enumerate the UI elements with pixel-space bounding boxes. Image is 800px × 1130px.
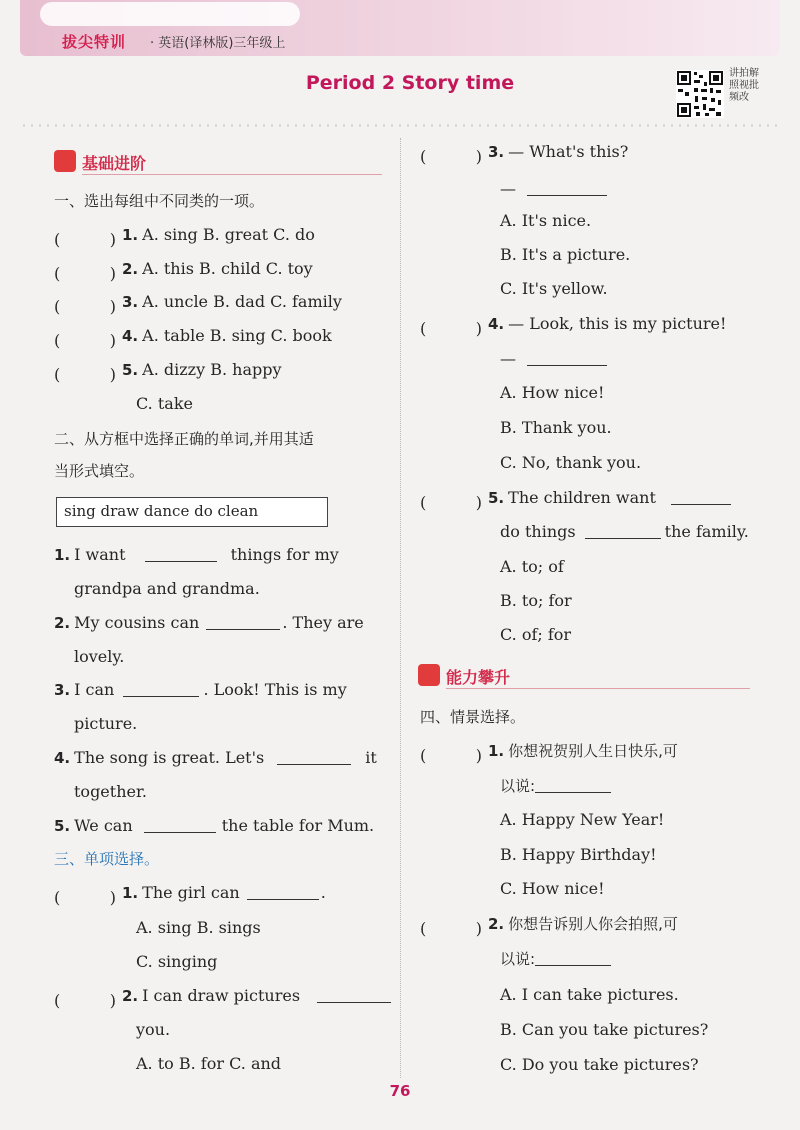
answer-blank[interactable] [277,749,351,765]
question-option: A. I can take pictures. [500,985,679,1004]
question-text: — Look, this is my picture! [508,314,727,333]
fill-blank-row [54,747,377,769]
question-text: . [320,883,326,902]
answer-blank[interactable] [527,180,607,196]
question-text: I want [74,545,126,564]
question-option: C. Do you take pictures? [500,1055,699,1074]
question-option: A. Happy New Year! [500,810,665,829]
question-text: 以说: [500,777,536,795]
brand-name: 拔尖特训 [62,33,127,51]
question-options: A. sing B. sings [136,918,261,937]
dialogue-response-row [500,348,607,370]
question-options: A. sing B. great C. do [142,225,315,244]
fill-blank-row [54,544,339,566]
question-text: We can [74,816,133,835]
question-text: 你想告诉别人你会拍照,可 [508,915,678,933]
question-row [54,882,326,904]
question-row [54,291,342,313]
question-option: C. How nice! [500,879,605,898]
answer-blank[interactable] [527,350,607,366]
question-continuation-row [500,948,611,970]
page-number: 76 [389,1082,411,1100]
question-option: B. Happy Birthday! [500,845,657,864]
question-option: A. to; of [500,557,564,576]
question-option: C. It's yellow. [500,279,608,298]
question-row [420,487,731,509]
question-text: do things [500,522,576,541]
question-row [54,325,332,347]
dialogue-response-row [500,178,607,200]
question-text: 以说: [500,950,536,968]
question-option: A. How nice! [500,383,605,402]
question-continuation: together. [74,782,147,801]
answer-blank[interactable] [144,817,216,833]
question-option: B. to; for [500,591,572,610]
question-row [54,359,282,381]
answer-blank[interactable] [317,987,391,1003]
fill-blank-row [54,679,347,701]
subject-label: · 英语(译林版)三年级上 [150,36,286,51]
answer-blank[interactable] [206,614,280,630]
question-number: 2. [488,915,505,933]
question-option: A. It's nice. [500,211,592,230]
question-text: I can [74,680,115,699]
question-number: 4. [122,327,139,345]
answer-blank[interactable] [123,681,199,697]
question-number: 4. [54,749,71,767]
dialogue-dash: — [500,179,516,198]
question-option: B. It's a picture. [500,245,631,264]
question-number: 1. [488,742,505,760]
question-row [54,224,315,246]
banner-badge-icon [418,664,440,686]
question-text: — What's this? [508,142,629,161]
dialogue-dash: — [500,349,516,368]
banner-underline [446,688,750,689]
banner-pen-icon [54,150,76,172]
answer-blank[interactable] [247,884,319,900]
question-row [420,740,678,762]
question-option: B. Can you take pictures? [500,1020,709,1039]
banner-underline [82,174,382,175]
section-2-title-cont: 当形式填空。 [54,462,145,480]
question-number: 2. [122,260,139,278]
answer-blank[interactable] [585,523,661,539]
answer-blank[interactable] [535,777,611,793]
question-text: it [365,748,377,767]
question-option: B. Thank you. [500,418,612,437]
question-option: C. of; for [500,625,572,644]
section-1-title: 一、选出每组中不同类的一项。 [54,192,265,210]
question-option-c: C. singing [136,952,218,971]
question-row [420,141,628,163]
question-text: . Look! This is my [203,680,347,699]
question-number: 1. [122,226,139,244]
question-text: things for my [230,545,339,564]
question-number: 4. [488,315,505,333]
section-2-title: 二、从方框中选择正确的单词,并用其适 [54,430,314,448]
question-continuation: you. [136,1020,171,1039]
question-row [420,313,726,335]
header-highlight [40,2,300,26]
question-text: The song is great. Let's [74,748,265,767]
question-continuation-row [500,521,749,543]
answer-blank[interactable] [145,546,217,562]
column-divider [400,138,401,1078]
question-text: The children want [508,488,656,507]
answer-blank[interactable] [671,489,731,505]
question-number: 3. [488,143,505,161]
question-number: 5. [488,489,505,507]
question-number: 3. [122,293,139,311]
question-number: 1. [54,546,71,564]
question-continuation: picture. [74,714,138,733]
question-number: 5. [54,817,71,835]
question-options: A. to B. for C. and [136,1054,282,1073]
question-option: C. No, thank you. [500,453,642,472]
question-text: 你想祝贺别人生日快乐,可 [508,742,678,760]
question-row [420,913,678,935]
section-4-title: 四、情景选择。 [420,708,526,726]
qr-caption: 讲拍解照视批频改 [729,68,759,103]
banner-title: 基础进阶 [82,154,147,173]
question-number: 1. [122,884,139,902]
section-banner-advanced [418,662,754,690]
banner-title: 能力攀升 [446,668,511,687]
header-dotted-divider [20,124,780,127]
question-text: The girl can [142,883,240,902]
word-bank-words: sing draw dance do clean [64,502,259,520]
question-options: A. this B. child C. toy [142,259,313,278]
section-banner-basic [54,148,384,176]
question-text: I can draw pictures [142,986,301,1005]
question-option-c: C. take [136,394,193,413]
question-row [54,258,313,280]
question-number: 2. [122,987,139,1005]
question-continuation: lovely. [74,647,125,666]
question-options: A. dizzy B. happy [142,360,282,379]
qr-code-icon[interactable] [676,70,724,118]
question-text: the family. [664,522,749,541]
question-continuation: grandpa and grandma. [74,579,260,598]
question-options: A. uncle B. dad C. family [142,292,342,311]
question-text: . They are [282,613,364,632]
fill-blank-row [54,612,364,634]
question-row [54,985,391,1007]
section-3-title: 三、单项选择。 [54,850,160,868]
question-text: My cousins can [74,613,200,632]
answer-blank[interactable] [535,950,611,966]
question-text: the table for Mum. [221,816,375,835]
fill-blank-row [54,815,374,837]
page-title: Period 2 Story time [305,72,515,94]
question-number: 3. [54,681,71,699]
question-continuation-row [500,775,611,797]
question-options: A. table B. sing C. book [142,326,332,345]
word-bank-box [56,497,328,527]
question-number: 5. [122,361,139,379]
question-number: 2. [54,614,71,632]
